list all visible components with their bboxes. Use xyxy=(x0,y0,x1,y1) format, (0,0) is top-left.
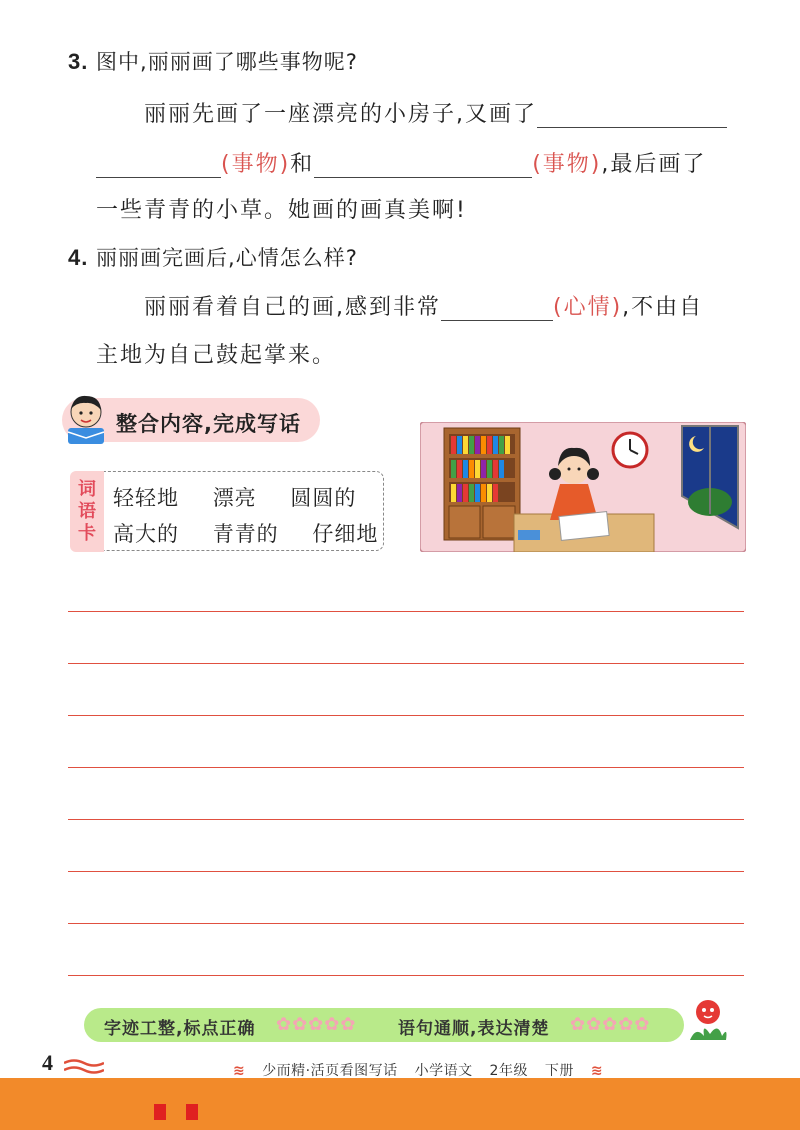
word-item: 青青的 xyxy=(212,522,279,546)
grade: 2年级 xyxy=(489,1063,528,1079)
bookshelf-icon xyxy=(444,428,520,540)
q3-text: ,最后画了 xyxy=(601,152,707,177)
label-char: 卡 xyxy=(78,522,96,544)
subject: 小学语文 xyxy=(414,1063,473,1079)
wave-right-icon: ≋ xyxy=(590,1063,604,1079)
answer-blank[interactable] xyxy=(441,296,553,321)
question-number: 4. xyxy=(68,245,89,270)
wave-decoration-icon xyxy=(64,1058,104,1076)
book-title: 少而精·活页看图写话 xyxy=(262,1063,398,1079)
q4-text: ,不由自 xyxy=(622,295,704,320)
writing-line[interactable] xyxy=(68,975,744,976)
page-number: 4 xyxy=(42,1050,53,1075)
writing-line[interactable] xyxy=(68,767,744,768)
q4-line-1 xyxy=(144,290,703,321)
q3-line-3: 一些青青的小草。她画的画真美啊! xyxy=(96,198,467,223)
rating-stars-left[interactable]: ✿✿✿✿✿ xyxy=(276,1014,357,1035)
question-text: 图中,丽丽画了哪些事物呢? xyxy=(96,50,358,74)
writing-line[interactable] xyxy=(68,663,744,664)
word-row-1 xyxy=(113,482,382,512)
footer-mark xyxy=(154,1104,166,1120)
word-item: 漂亮 xyxy=(212,486,257,510)
q4-text: 丽丽看着自己的画,感到非常 xyxy=(144,295,441,320)
question-3 xyxy=(68,46,358,76)
label-char: 语 xyxy=(78,500,96,522)
word-item: 轻轻地 xyxy=(113,486,179,510)
hint-label: (心情) xyxy=(553,295,623,320)
answer-blank[interactable] xyxy=(537,103,727,128)
writing-line[interactable] xyxy=(68,715,744,716)
footer-mark xyxy=(186,1104,198,1120)
girl-drawing-illustration xyxy=(420,422,746,552)
section-title: 整合内容,完成写话 xyxy=(116,412,301,436)
word-item: 高大的 xyxy=(113,522,179,546)
word-row-2 xyxy=(113,518,404,548)
question-number: 3. xyxy=(68,49,89,74)
question-4 xyxy=(68,242,358,272)
word-item: 仔细地 xyxy=(312,522,379,546)
boy-reading-icon xyxy=(60,392,112,448)
writing-line[interactable] xyxy=(68,871,744,872)
goal-left: 字迹工整,标点正确 xyxy=(104,1019,256,1039)
hint-label: (事物) xyxy=(221,152,291,177)
label-char: 词 xyxy=(78,478,96,500)
goal-right: 语句通顺,表达清楚 xyxy=(398,1019,550,1039)
word-item: 圆圆的 xyxy=(290,486,357,510)
volume: 下册 xyxy=(544,1063,574,1079)
q3-line-1 xyxy=(144,97,727,128)
answer-blank[interactable] xyxy=(96,153,221,178)
q4-line-2: 主地为自己鼓起掌来。 xyxy=(96,343,337,368)
hint-label: (事物) xyxy=(532,152,602,177)
question-text: 丽丽画完画后,心情怎么样? xyxy=(96,246,358,270)
writing-line[interactable] xyxy=(68,819,744,820)
wave-left-icon: ≋ xyxy=(233,1063,246,1079)
q3-line-2 xyxy=(96,147,706,178)
footer-info xyxy=(233,1060,615,1080)
flower-mascot-icon xyxy=(682,996,732,1044)
clock-icon xyxy=(613,433,647,467)
footer-band xyxy=(0,1078,800,1130)
q3-text: 丽丽先画了一座漂亮的小房子,又画了 xyxy=(144,102,537,127)
q3-text: 和 xyxy=(290,152,315,177)
writing-line[interactable] xyxy=(68,611,744,612)
writing-line[interactable] xyxy=(68,923,744,924)
word-card-label xyxy=(70,471,104,552)
answer-blank[interactable] xyxy=(314,153,532,178)
rating-stars-right[interactable]: ✿✿✿✿✿ xyxy=(570,1014,651,1035)
